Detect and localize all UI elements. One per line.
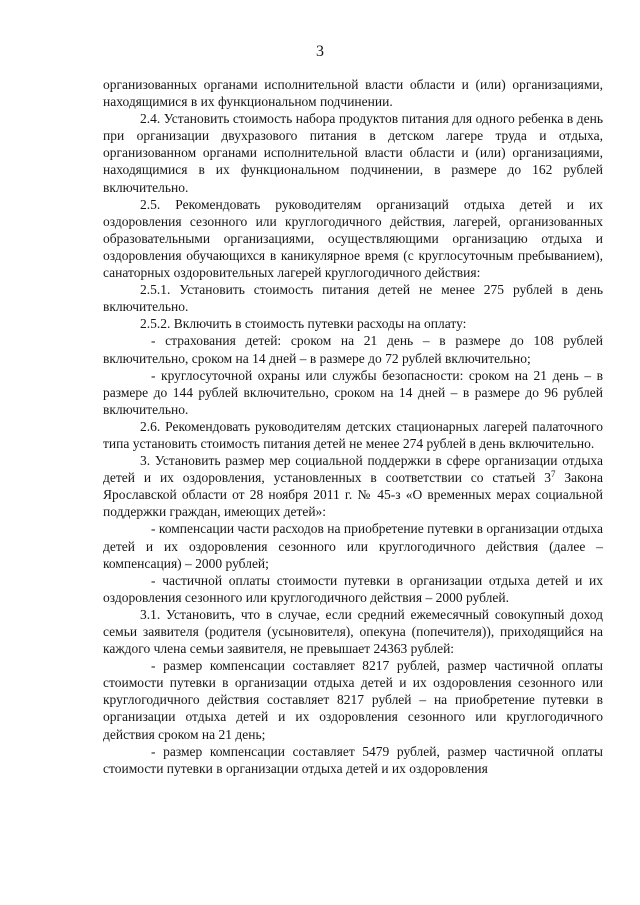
list-item-compensation: - компенсации части расходов на приобретение путевки в организации отдыха детей и их оздоровления сезонного или круглогодичного действия (далее – компенсация) – 2000 рублей; — [103, 521, 603, 571]
paragraph-2-5-1: 2.5.1. Установить стоимость питания детей не менее 275 рублей в день включительно. — [103, 282, 603, 315]
paragraph-2-4: 2.4. Установить стоимость набора продуктов питания для одного ребенка в день при организации двухразового питания в детском лагере труда и отдыха, организованном органами исполнительной власти области и (или) организациями, находящимися в их функциональном подчинении, в размере до 162 рублей включительно. — [103, 111, 603, 195]
paragraph-continuation: организованных органами исполнительной власти области и (или) организациями, находящимися в их функциональном подчинении. — [103, 77, 603, 110]
paragraph-2-5-2: 2.5.2. Включить в стоимость путевки расходы на оплату: — [140, 316, 467, 332]
list-item-security: - круглосуточной охраны или службы безопасности: сроком на 21 день – в размере до 144 рублей включительно, сроком на 14 дней – в размере до 96 рублей включительно. — [103, 367, 603, 417]
paragraph-3-1: 3.1. Установить, что в случае, если средний ежемесячный совокупный доход семьи заявителя (родителя (усыновителя), опекуна (попечителя)), приходящийся на каждого члена семьи заявителя, не превышает 24363 рублей: — [103, 606, 603, 657]
list-item-amount-21-days: - размер компенсации составляет 8217 рублей, размер частичной оплаты стоимости путевки в организации отдыха детей и их оздоровления сезонного или круглогодичного действия составляет 8217 рублей – на приобретение путевки в организации отдыха детей и их оздоровления сезонного или круглогодичного действия сроком на 21 день; — [103, 658, 603, 742]
page-number: 3 — [316, 43, 324, 60]
paragraph-3-text-after: Закона Ярославской области от 28 ноября 2011 г. № 45-з «О временных мерах социальной поддержки граждан, имеющих детей»: — [103, 470, 603, 520]
paragraph-2-5: 2.5. Рекомендовать руководителям организаций отдыха детей и их оздоровления сезонного или круглогодичного действия, лагерей, организованных образовательными организациями, осуществляющими организацию отдыха и оздоровления обучающихся в каникулярное время (с круглосуточным пребыванием), санаторных оздоровительных лагерей круглогодичного действия: — [103, 196, 603, 281]
list-item-insurance: - страхования детей: сроком на 21 день – в размере до 108 рублей включительно, сроком на 14 дней – в размере до 72 рублей включительно; — [103, 333, 603, 366]
article-superscript: 7 — [551, 469, 556, 480]
paragraph-3-text-before: 3. Установить размер мер социальной поддержки в сфере организации отдыха детей и их оздоровления, установленных в соответствии со статьей 3 — [103, 453, 603, 486]
paragraph-2-6: 2.6. Рекомендовать руководителям детских стационарных лагерей палаточного типа установить стоимость питания детей не менее 274 рублей в день включительно. — [103, 418, 603, 451]
paragraph-3 — [103, 452, 603, 520]
list-item-partial-payment: - частичной оплаты стоимости путевки в организации отдыха детей и их оздоровления сезонного или круглогодичного действия – 2000 рублей. — [103, 572, 603, 605]
list-item-amount-partial: - размер компенсации составляет 5479 рублей, размер частичной оплаты стоимости путевки в организации отдыха детей и их оздоровления — [103, 743, 603, 776]
document-body — [103, 76, 603, 777]
